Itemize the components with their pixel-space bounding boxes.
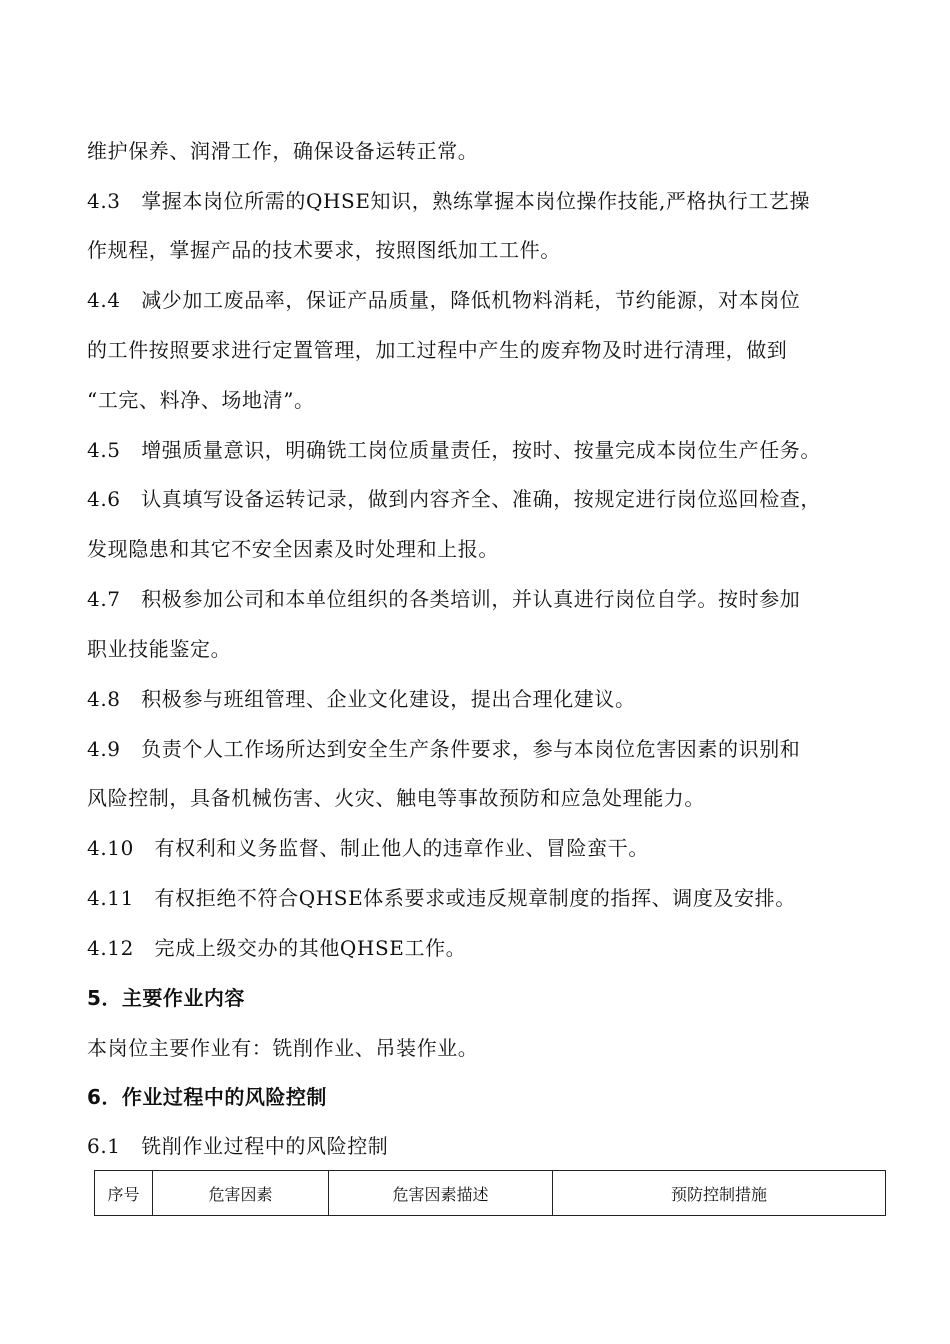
body-line: 的工件按照要求进行定置管理，加工过程中产生的废弃物及时进行清理，做到 [87, 338, 788, 362]
body-line: “工完、料净、场地清”。 [87, 388, 315, 412]
clause-4-9: 4.9 负责个人工作场所达到安全生产条件要求，参与本岗位危害因素的识别和 [87, 737, 801, 761]
clause-4-3: 4.3 掌握本岗位所需的QHSE知识，熟练掌握本岗位操作技能,严格执行工艺操 [87, 189, 811, 213]
table-header-cell: 序号 [95, 1171, 153, 1216]
section-5-text: 本岗位主要作业有：铣削作业、吊装作业。 [87, 1036, 479, 1060]
body-line: 风险控制，具备机械伤害、火灾、触电等事故预防和应急处理能力。 [87, 786, 705, 810]
risk-control-table [94, 1170, 886, 1216]
table-header-cell: 危害因素 [153, 1171, 329, 1216]
section-5-heading: 5．主要作业内容 [87, 986, 245, 1010]
body-line: 作规程，掌握产品的技术要求，按照图纸加工工件。 [87, 238, 561, 262]
clause-4-6: 4.6 认真填写设备运转记录，做到内容齐全、准确，按规定进行岗位巡回检查， [87, 487, 822, 511]
clause-4-11: 4.11 有权拒绝不符合QHSE体系要求或违反规章制度的指挥、调度及安排。 [87, 886, 796, 910]
body-line: 发现隐患和其它不安全因素及时处理和上报。 [87, 537, 499, 561]
table-header-cell: 预防控制措施 [553, 1171, 886, 1216]
section-6-1-subheading: 6.1 铣削作业过程中的风险控制 [87, 1134, 389, 1158]
clause-4-8: 4.8 积极参与班组管理、企业文化建设，提出合理化建议。 [87, 687, 636, 711]
clause-4-5: 4.5 增强质量意识，明确铣工岗位质量责任，按时、按量完成本岗位生产任务。 [87, 438, 822, 462]
body-line: 职业技能鉴定。 [87, 637, 232, 661]
clause-4-4: 4.4 减少加工废品率，保证产品质量，降低机物料消耗，节约能源，对本岗位 [87, 288, 801, 312]
clause-4-12: 4.12 完成上级交办的其他QHSE工作。 [87, 936, 467, 960]
table-header-cell: 危害因素描述 [329, 1171, 553, 1216]
clause-4-10: 4.10 有权利和义务监督、制止他人的违章作业、冒险蛮干。 [87, 836, 649, 860]
clause-4-7: 4.7 积极参加公司和本单位组织的各类培训，并认真进行岗位自学。按时参加 [87, 587, 801, 611]
table-header-row [95, 1171, 886, 1216]
body-line: 维护保养、润滑工作，确保设备运转正常。 [87, 139, 479, 163]
section-6-heading: 6．作业过程中的风险控制 [87, 1085, 327, 1109]
